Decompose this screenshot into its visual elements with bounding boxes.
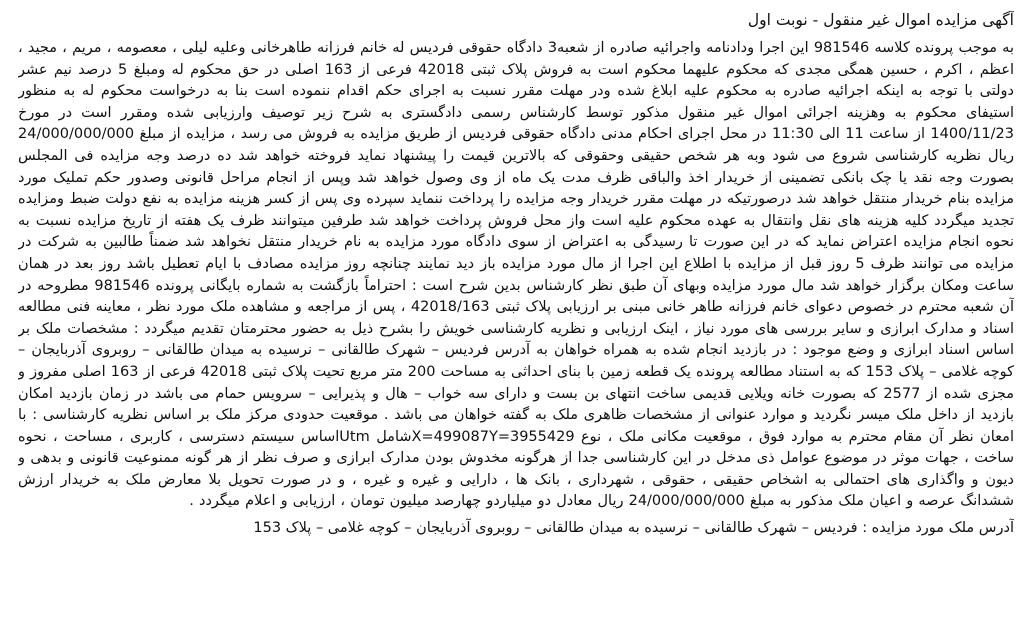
property-address: آدرس ملک مورد مزایده : فردیس – شهرک طالقانی – نرسیده به میدان طالقانی – روبروی آذربایجان – کوچه غلامی – پلاک 153 bbox=[253, 520, 1014, 537]
notice-body: به موجب پرونده کلاسه 981546 این اجرا ودادنامه واجرائیه صادره از شعبه3 دادگاه حقوقی فردیس له خانم فرزانه طاهرخانی وعلیه لیلی ، معصومه ، مریم ، مجید ، اعظم ، اکرم ، حسین همگی مجدی که محکوم علیهما محکوم است به فروش پلاک ثبتی 42018 فرعی از 163 اصلی در حق محکوم له ومبلغ 5 درصد نیم عشر دولتی با توجه به اینکه اجرائیه صادره به محکوم علیه ابلاغ شده ودر مهلت مقرر نسبت به اجرای حکم اقدام ننموده است بنا به درخواست محکوم له به منظور استیفای محکوم به وهزینه اجرائی اموال غیر منقول مذکور توسط کارشناس رسمی دادگستری به شرح زیر توصیف وارزیابی شده ومقرر است در مورخ 1400/11/23 از ساعت 11 الی 11:30 در محل اجرای احکام مدنی دادگاه حقوقی فردیس از طریق مزایده به فروش می رسد ، مزایده از مبلغ 24/000/000/000 ریال نظریه کارشناسی شروع می شود وبه هر شخص حقیقی وحقوقی که بالاترین قیمت را پیشنهاد نماید فروخته خواهد شد ده درصد وجه مزایده فی المجلس بصورت وجه نقد یا چک بانکی تضمینی از خریدار اخذ والباقی ظرف مدت یک ماه از وی وصول خواهد شد وپس از انجام مراحل قانونی وصدور حکم تملیک مورد مزایده بنام خریدار منتقل خواهد شد درصورتیکه در مهلت مقرر خریدار وجه مزایده را پرداخت ننماید سپرده وی پس از کسر هزینه مزایده به نفع دولت ضبط ومزایده تجدید میگردد کلیه هزینه های نقل وانتقال به عهده محکوم علیه است واز محل فروش پرداخت خواهد شد طرفین میتوانند ظرف یک هفته از تاریخ مزایده نسبت به نحوه انجام مزایده اعتراض نماید که در این صورت تا رسیدگی به اعتراض از سوی دادگاه مورد مزایده به نام خریدار منتقل نخواهد شد ضمناً طالبین به شرکت در مزایده می توانند ظرف 5 روز قبل از مزایده با اطلاع این اجرا از مال مورد مزایده باز دید نمایند چنانچه روز مزایده مصادف با ایام تعطیل باشد روز بعد در همان ساعت ومکان برگزار خواهد شد مال مورد مزایده وبهای آن طبق نظر کارشناس بدین شرح است : احتراماً بازگشت به شماره بایگانی پرونده 981546 مطروحه در آن شعبه محترم در خصوص دعوای خانم فرزانه طاهر خانی مبنی بر ارزیابی پلاک ثبتی 42018/163 ، پس از مراجعه و مشاهده ملک مورد نظر ، معاینه فنی مطالعه اسناد و مدارک ابرازی و سایر بررسی های مورد نیاز ، اینک ارزیابی و نظریه کارشناسی خویش را بشرح ذیل به حضور محترمتان تقدیم میگردد : مشخصات ملک بر اساس اسناد ابرازی و وضع موجود : در بازدید انجام شده به همراه خواهان به آدرس فردیس – شهرک طالقانی – نرسیده به میدان طالقانی – روبروی آذربایجان – کوچه غلامی – پلاک 153 که به استناد مطالعه پرونده یک قطعه زمین با بنای احداثی به مساحت 200 متر مربع تحیت پلاک ثبتی 42018 فرعی از 163 اصلی مفروز و مجزی شده از 2577 که بصورت خانه ویلایی قدیمی ساخت انتهای بن بست و دارای سه خواب – هال و پذیرایی – سرویس حمام می باشد در زمان بازدید امکان بازدید از داخل ملک میسر نگردید و موارد عنوانی از مشخصات ظاهری ملک به گفته خواهان می باشد . موقعیت حدودی مرکز ملک بر اساس نظریه کارشناسی : با امعان نظر آن مقام محترم به موارد فوق ، موقعیت مکانی ملک ، نوع X=499087Y=3955429شامل Utmاساس سیستم دسترسی ، کاربری ، مساحت ، نحوه ساخت ، جهات موثر در موضوع عوامل ذی مدخل در این کارشناسی جدا از هرگونه مخدوش بودن مدارک ابرازی و صرف نظر از هر گونه ممنوعیت قانونی و بدهی و دیون و واگذاری های احتمالی به اشخاص حقیقی ، حقوقی ، شهرداری ، بانک ها ، دارایی و غیره و غیره ، و در صورت تحویل بلا معارض ملک به خریدار ارزش ششدانگ عرصه و اعیان ملک مذکور به مبلغ 24/000/000/000 ریال معادل دو میلیاردو چهارصد میلیون تومان ، ارزیابی و اعلام میگردد . bbox=[18, 40, 1014, 510]
notice-title: آگهی مزایده اموال غیر منقول - نوبت اول bbox=[747, 11, 1014, 29]
auction-notice bbox=[18, 4, 1014, 638]
